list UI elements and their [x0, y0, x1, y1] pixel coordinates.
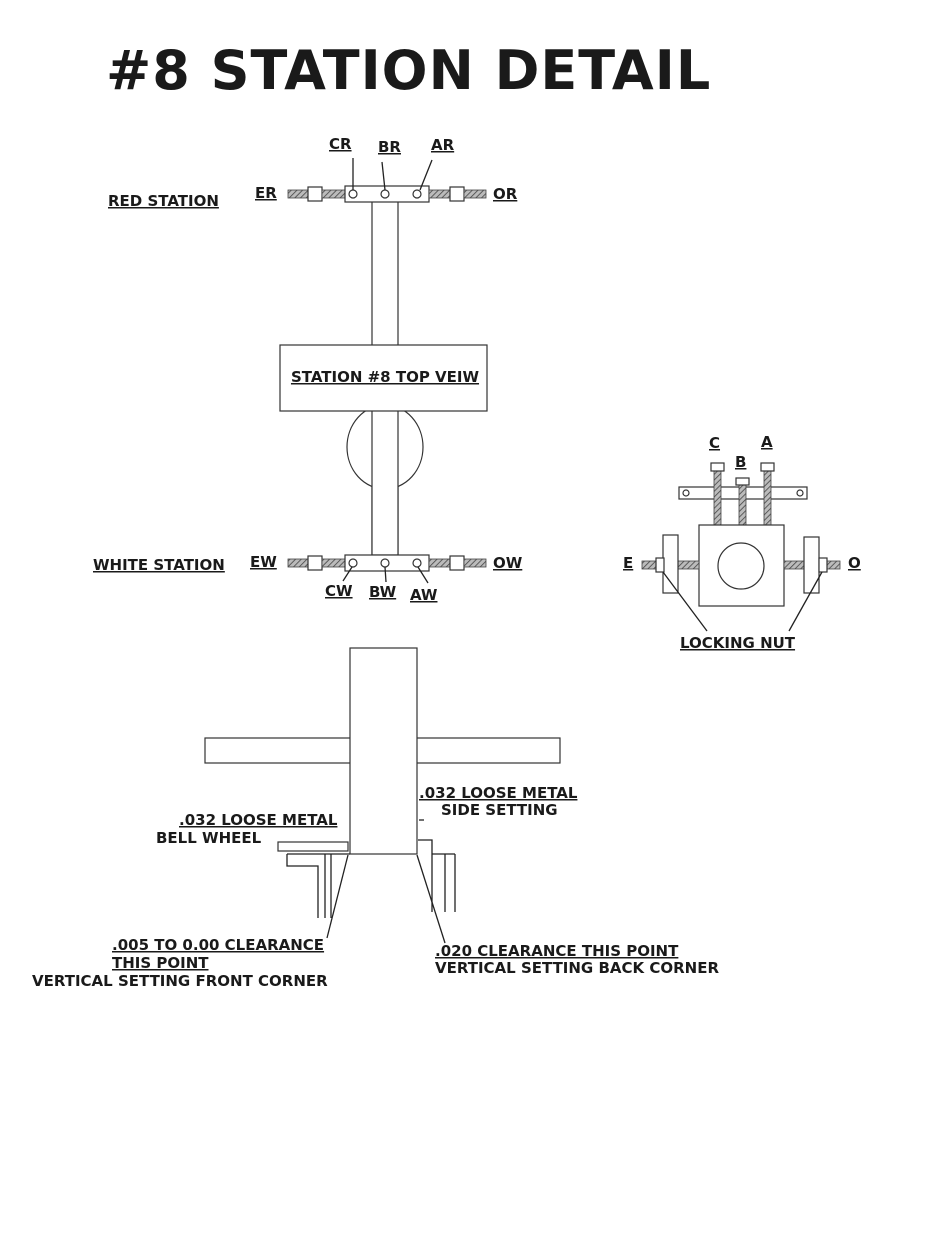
white-nut-right: [450, 556, 464, 570]
red-thread-left-inner: [322, 190, 346, 198]
front-clearance-line3: VERTICAL SETTING FRONT CORNER: [32, 972, 328, 990]
locking-nut-right: [819, 558, 827, 572]
side-top-bar-hole-right: [797, 490, 803, 496]
red-thread-left: [288, 190, 310, 198]
loose-metal-side-line2: SIDE SETTING: [441, 801, 558, 819]
white-station-label: WHITE STATION: [93, 556, 225, 574]
top-view: [93, 135, 523, 604]
loose-metal-side-line1: .032 LOOSE METAL: [419, 784, 578, 802]
page-title: #8 STATION DETAIL: [106, 39, 712, 102]
top-view-label: STATION #8 TOP VEIW: [290, 368, 480, 386]
locking-plate-right: [804, 537, 819, 593]
aw-label: AW: [410, 586, 438, 604]
front-corner-leader: [327, 855, 348, 938]
red-hole-b: [381, 190, 389, 198]
loose-metal-bell-line2: BELL WHEEL: [156, 829, 262, 847]
side-top-bar-hole-left: [683, 490, 689, 496]
side-block-bore: [718, 543, 764, 589]
locking-nut-left: [656, 558, 664, 572]
front-clearance-line1: .005 TO 0.00 CLEARANCE: [112, 936, 325, 954]
ow-label: OW: [493, 554, 523, 572]
white-station-bar: [288, 555, 486, 583]
side-view: [623, 433, 861, 652]
locking-plate-left: [663, 535, 678, 593]
red-nut-right: [450, 187, 464, 201]
bw-label: BW: [369, 583, 397, 601]
white-thread-right-inner: [429, 559, 451, 567]
white-nut-left: [308, 556, 322, 570]
top-view-shaft-lower: [372, 410, 398, 555]
cw-label: CW: [325, 582, 353, 600]
er-label: ER: [255, 184, 277, 202]
screw-a: [764, 470, 771, 525]
o-label: O: [848, 554, 861, 572]
a-label: A: [761, 433, 773, 451]
screw-b-head: [736, 478, 749, 485]
bottom-block: [350, 648, 417, 854]
back-corner-leader: [417, 855, 445, 943]
e-label: E: [623, 554, 634, 572]
back-clearance-line1: .020 CLEARANCE THIS POINT: [435, 942, 679, 960]
right-support-outline: [418, 840, 432, 912]
red-station-bar: [288, 158, 486, 202]
br-label: BR: [378, 138, 401, 156]
screw-a-head: [761, 463, 774, 471]
bottom-view: [32, 648, 719, 990]
bell-wheel-plate: [278, 842, 348, 851]
c-label: C: [709, 434, 721, 452]
white-hole-c: [349, 559, 357, 567]
screw-b: [739, 484, 746, 525]
screw-c: [714, 470, 721, 525]
screw-c-head: [711, 463, 724, 471]
ar-label: AR: [431, 136, 455, 154]
red-thread-right-inner: [429, 190, 451, 198]
white-thread-right: [464, 559, 486, 567]
b-label: B: [735, 453, 747, 471]
red-nut-left: [308, 187, 322, 201]
white-hole-b: [381, 559, 389, 567]
ew-label: EW: [250, 553, 277, 571]
red-hole-c: [349, 190, 357, 198]
cr-label: CR: [329, 135, 352, 153]
front-clearance-line2: THIS POINT: [112, 954, 209, 972]
red-station-label: RED STATION: [108, 192, 219, 210]
white-hole-a: [413, 559, 421, 567]
locking-nut-label: LOCKING NUT: [680, 634, 796, 652]
red-hole-a: [413, 190, 421, 198]
loose-metal-bell-line1: .032 LOOSE METAL: [179, 811, 338, 829]
left-support-outline: [287, 854, 318, 918]
white-thread-left-inner: [322, 559, 346, 567]
back-clearance-line2: VERTICAL SETTING BACK CORNER: [435, 959, 720, 977]
or-label: OR: [493, 185, 518, 203]
red-thread-right: [464, 190, 486, 198]
white-thread-left: [288, 559, 310, 567]
